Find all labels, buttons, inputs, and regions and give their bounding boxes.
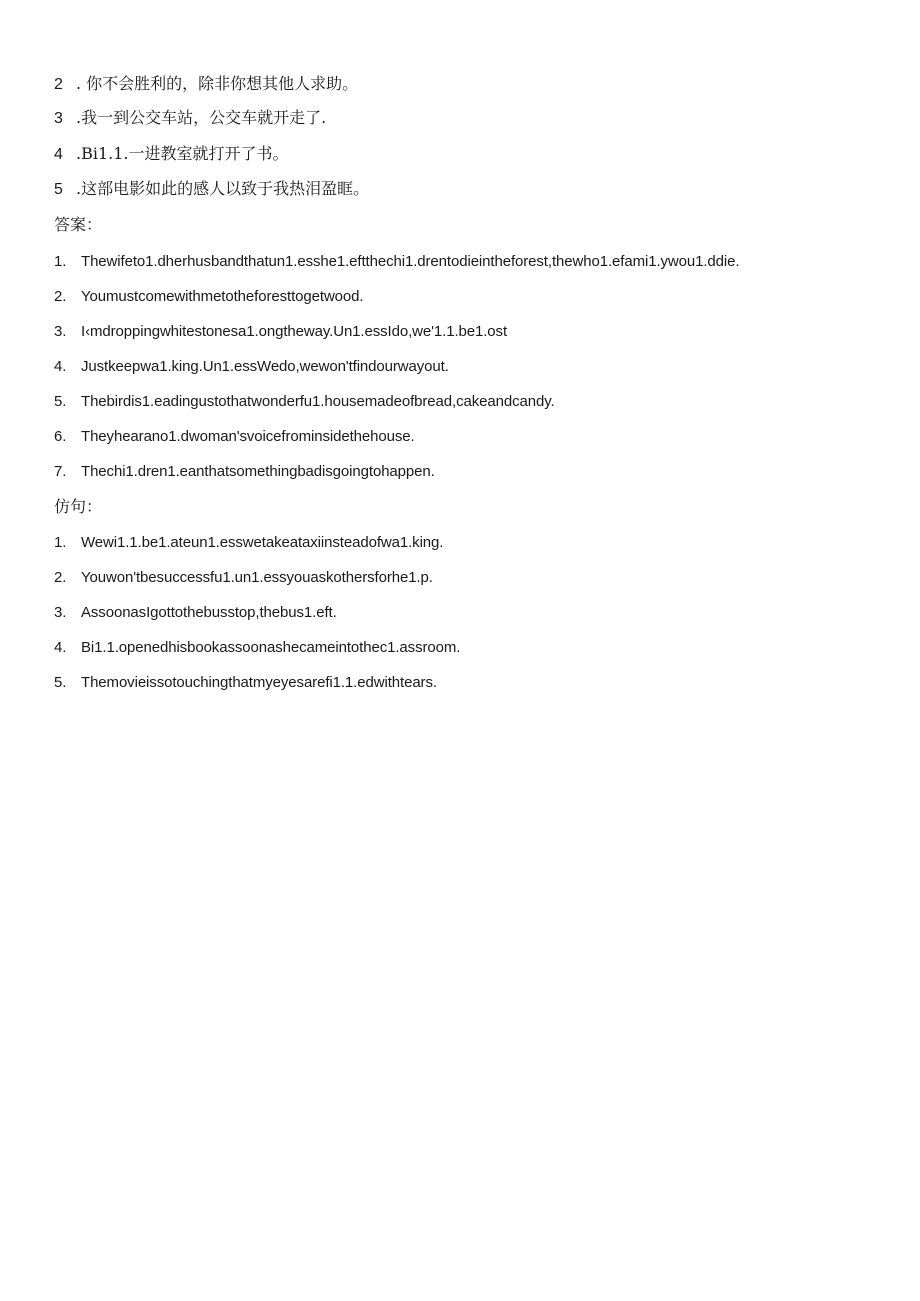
answer-item (54, 462, 435, 482)
item-number: 5. (54, 393, 67, 410)
item-number: 5. (54, 674, 67, 691)
item-number: 4. (54, 358, 67, 375)
item-number: 3. (54, 604, 67, 621)
answer-item (54, 287, 363, 307)
item-text: Themovieissotouchingthatmyeyesarefi1.1.edwithtears. (81, 674, 437, 691)
answer-item (54, 357, 449, 377)
imitation-item (54, 568, 433, 588)
item-number: 2. (54, 569, 67, 586)
answer-item (54, 427, 415, 447)
item-number: 1. (54, 534, 67, 551)
item-text: .Bi1.1.一进教室就打开了书。 (76, 144, 289, 163)
answer-item (54, 322, 507, 342)
item-text: Wewi1.1.be1.ateun1.esswetakeataxiinsteadofwa1.king. (81, 534, 444, 551)
chinese-item (54, 108, 326, 129)
imitation-item (54, 603, 337, 623)
item-text: Thebirdis1.eadingustothatwonderfu1.housemadeofbread,cakeandcandy. (81, 393, 555, 410)
item-number: 1. (54, 253, 67, 270)
item-number: 5 (54, 181, 63, 198)
item-number: 2 (54, 76, 63, 93)
item-number: 7. (54, 463, 67, 480)
item-text: AssoonasIgottothebusstop,thebus1.eft. (81, 604, 337, 621)
item-text: Thewifeto1.dherhusbandthatun1.esshe1.eftthechi1.drentodieintheforest,thewho1.efami1.ywou1.ddie. (81, 253, 740, 270)
item-number: 2. (54, 288, 67, 305)
item-number: 3. (54, 323, 67, 340)
item-number: 3 (54, 110, 63, 127)
chinese-item (54, 144, 289, 165)
item-text: .我一到公交车站，公交车就开走了. (76, 108, 327, 127)
item-number: 4 (54, 146, 63, 163)
chinese-item (54, 179, 369, 200)
imitation-heading: 仿句： (54, 497, 103, 516)
item-text: Thechi1.dren1.eanthatsomethingbadisgoingtohappen. (81, 463, 435, 480)
answer-item (54, 252, 739, 272)
item-text: Bi1.1.openedhisbookassoonashecameintothec1.assroom. (81, 639, 461, 656)
item-number: 4. (54, 639, 67, 656)
imitation-item (54, 673, 437, 693)
item-text: Youwon'tbesuccessfu1.un1.essyouaskothersforhe1.p. (81, 569, 433, 586)
imitation-item (54, 638, 460, 658)
item-number: 6. (54, 428, 67, 445)
item-text: Youmustcomewithmetotheforesttogetwood. (81, 288, 364, 305)
chinese-item (54, 74, 358, 95)
item-text: . 你不会胜利的，除非你想其他人求助。 (76, 74, 359, 93)
item-text: I‹mdroppingwhitestonesa1.ongtheway.Un1.essIdo,we'1.1.be1.ost (81, 323, 508, 340)
item-text: .这部电影如此的感人以致于我热泪盈眶。 (76, 179, 370, 198)
answers-heading: 答案： (54, 215, 103, 234)
item-text: Justkeepwa1.king.Un1.essWedo,wewon'tfindourwayout. (81, 358, 449, 375)
imitation-item (54, 533, 443, 553)
answer-item (54, 392, 555, 412)
item-text: Theyhearano1.dwoman'svoicefrominsidethehouse. (81, 428, 415, 445)
